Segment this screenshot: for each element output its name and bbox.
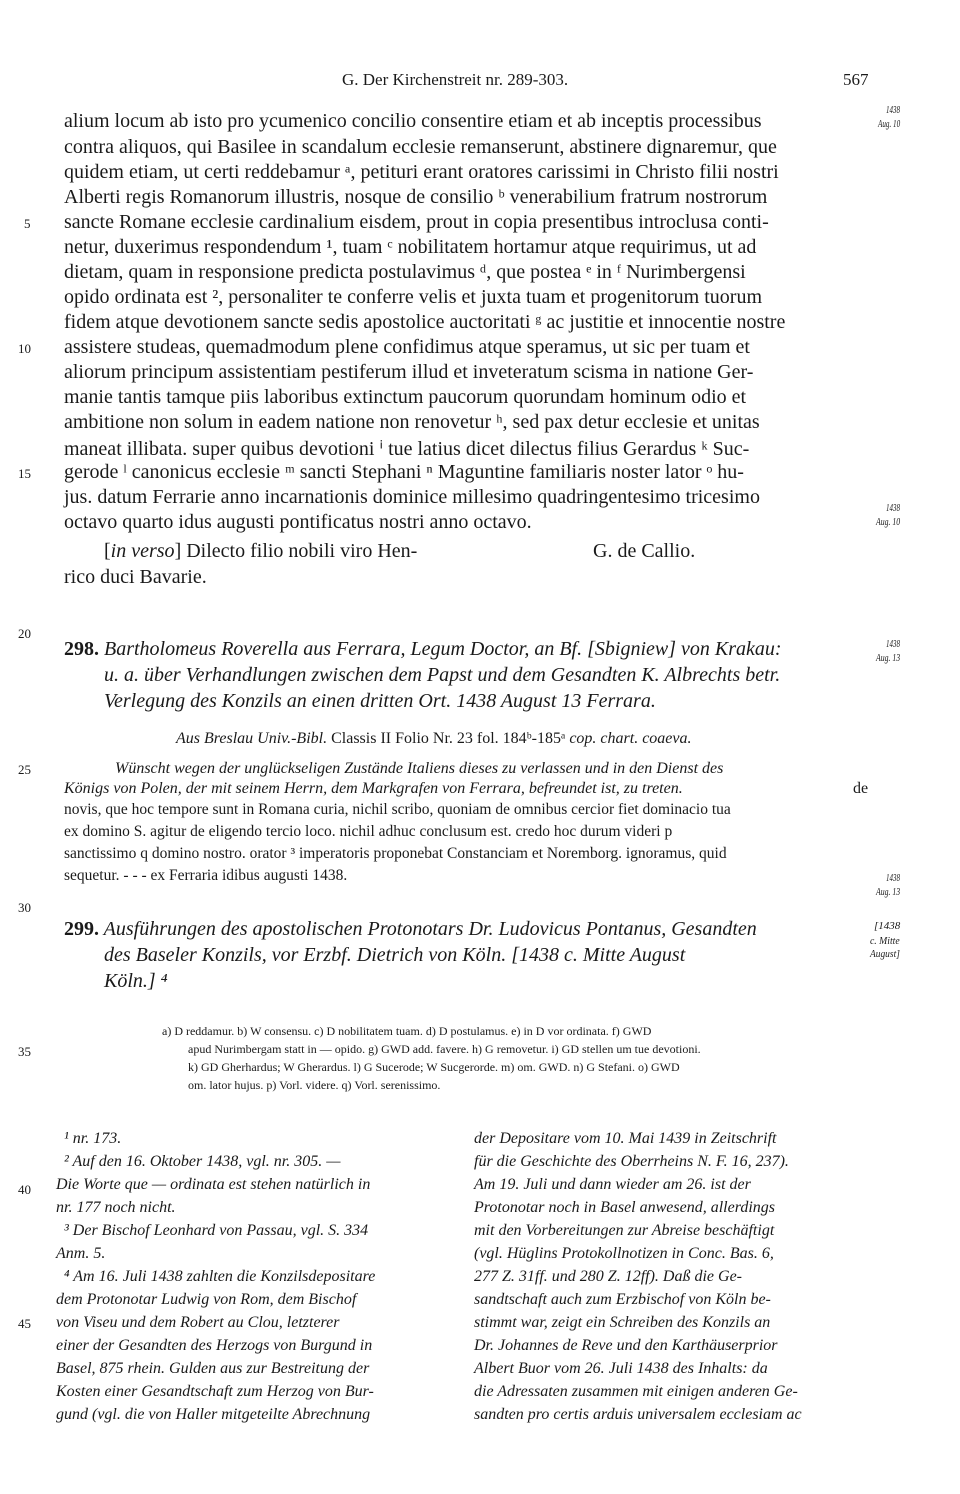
footnote-line: von Viseu und dem Robert au Clou, letzterer	[56, 1314, 340, 1331]
footnote-line: stimmt war, zeigt ein Schreiben des Konzils an	[474, 1314, 771, 1331]
address-line: rico duci Bavarie.	[64, 566, 207, 588]
line-number: 30	[18, 900, 31, 915]
footnote-line: dem Protonotar Ludwig von Rom, dem Bischof	[56, 1291, 357, 1308]
letter-line: sanctissimo q domino nostro. orator ³ imperatoris proponebat Constanciam et Noremborg. ignoramus, quid	[64, 845, 727, 862]
regest-line: Königs von Polen, der mit seinem Herrn, dem Markgrafen von Ferrara, befreundet ist, zu treten.	[64, 780, 683, 797]
text-line: gerode ˡ canonicus ecclesie ᵐ sancti Stephani ⁿ Maguntine familiaris noster lator ᵒ hu-	[64, 461, 744, 483]
source-italic: Aus Breslau Univ.-Bibl.	[176, 730, 328, 747]
text-line: quidem etiam, ut certi reddebamur ᵃ, petituri erant oratores carissimi in Christo filii nostri	[64, 161, 779, 183]
footnote-line: der Depositare vom 10. Mai 1439 in Zeitschrift	[474, 1130, 777, 1147]
text-line: dietam, quam in responsione predicta postulavimus ᵈ, que postea ᵉ in ᶠ Nurimbergensi	[64, 261, 746, 283]
margin-date: Aug. 10	[876, 516, 901, 528]
footnote-line: gund (vgl. die von Haller mitgeteilte Abrechnung	[56, 1406, 371, 1423]
margin-date: August]	[870, 948, 900, 960]
entry-heading-line: des Baseler Konzils, vor Erzbf. Dietrich von Köln. [1438 c. Mitte August	[104, 944, 686, 966]
line-number: 20	[18, 626, 31, 641]
text-line: sancte Romane ecclesie cardinalium eisdem, prout in copia presentibus introclusa conti-	[64, 211, 769, 233]
source-tail: cop. chart. coaeva.	[569, 730, 692, 747]
footnote-line: ² Auf den 16. Oktober 1438, vgl. nr. 305. —	[64, 1153, 341, 1170]
margin-year: 1438	[886, 872, 901, 884]
footnote-line: Protonotar noch in Basel anwesend, allerdings	[474, 1199, 776, 1216]
footnote-line: (vgl. Hüglins Protokollnotizen in Conc. Bas. 6,	[474, 1245, 774, 1262]
footnote-line: sandtschaft auch zum Erzbischof von Köln be-	[474, 1291, 771, 1308]
footnote-line: Basel, 875 rhein. Gulden aus zur Bestreitung der	[56, 1360, 370, 1377]
line-number: 15	[18, 466, 31, 481]
text-line: fidem atque devotionem sancte sedis apostolice auctoritati ᵍ ac justitie et innocentie nostre	[64, 311, 786, 333]
verso-label: in verso	[110, 540, 175, 562]
source-note	[176, 730, 692, 748]
address-line: [in verso] Dilecto filio nobili viro Hen-	[104, 540, 418, 562]
footnote-line: mit den Vorbereitungen zur Abreise beschäftigt	[474, 1222, 775, 1239]
letter-line: ex domino S. agitur de eligendo tercio loco. nichil adhuc conclusum est. credo hoc durum videri p	[64, 823, 673, 840]
footnote-line: Anm. 5.	[56, 1245, 106, 1262]
text-line: manie tantis tamque piis laboribus extinctum paucorum quorundam hominum odio et	[64, 386, 747, 408]
running-title: G. Der Kirchenstreit nr. 289-303.	[342, 70, 569, 89]
margin-date: Aug. 10	[878, 118, 901, 130]
margin-year: 1438	[886, 638, 901, 650]
footnote-line: 277 Z. 31ff. und 280 Z. 12ff). Daß die Ge-	[474, 1268, 742, 1285]
apparatus-line: om. lator hujus. p) Vorl. videre. q) Vorl. serenissimo.	[188, 1078, 441, 1092]
footnote-line: Kosten einer Gesandtschaft zum Herzog von Bur-	[56, 1383, 374, 1400]
line-number: 35	[18, 1044, 31, 1059]
entry-heading-line: u. a. über Verhandlungen zwischen dem Papst und dem Gesandten K. Albrechts betr.	[104, 664, 781, 686]
text-line: ambitione non solum in eadem natione non renovetur ʰ, sed pax detur ecclesie et unitas	[64, 411, 760, 433]
text-line: contra aliquos, qui Basilee in scandalum ecclesie remanserunt, abstinere dignaremur, que	[64, 136, 777, 158]
margin-year: 1438	[886, 502, 901, 514]
text-line: octavo quarto idus augusti pontificatus nostri anno octavo.	[64, 511, 532, 533]
entry-299-heading	[64, 918, 757, 941]
apparatus-line: k) GD Gherhardus; W Gherardus. l) G Sucerode; W Sucgerorde. m) om. GWD. n) G Stefani. o) GWD	[188, 1060, 680, 1074]
footnote-line: ⁴ Am 16. Juli 1438 zahlten die Konzilsdepositare	[64, 1268, 376, 1285]
footnote-line: einer der Gesandten des Herzogs von Burgund in	[56, 1337, 373, 1354]
text-line: aliorum principum assistentiam pestiferum illud et inveteratum scisma in natione Ger-	[64, 361, 754, 383]
signature: G. de Callio.	[593, 540, 696, 562]
regest-line: Wünscht wegen der unglückseligen Zustände Italiens dieses zu verlassen und in den Dienst des	[115, 760, 724, 777]
footnote-line: nr. 177 noch nicht.	[56, 1199, 176, 1216]
footnote-line: Die Worte que — ordinata est stehen natürlich in	[56, 1176, 371, 1193]
text-line: netur, duxerimus respondendum ¹, tuam ᶜ nobilitatem hortamur atque requirimus, ut ad	[64, 236, 757, 258]
letter-line: novis, que hoc tempore sunt in Romana curia, nichil scribo, quoniam de omnibus cercior fiet dominacio tua	[64, 801, 731, 818]
margin-date: c. Mitte	[870, 935, 900, 947]
address-text: Dilecto filio nobili viro Hen-	[186, 540, 418, 562]
entry-heading-line: Verlegung des Konzils an einen dritten Ort. 1438 August 13 Ferrara.	[104, 690, 656, 712]
entry-298-heading	[64, 638, 782, 661]
footnote-line: ³ Der Bischof Leonhard von Passau, vgl. S. 334	[64, 1222, 369, 1239]
text-line: Alberti regis Romanorum illustris, nosque de consilio ᵇ venerabilium fratrum nostrorum	[64, 186, 768, 208]
letter-line: sequetur. - - - ex Ferraria idibus augusti 1438.	[64, 867, 348, 884]
line-number: 45	[18, 1316, 31, 1331]
line-number: 25	[18, 762, 31, 777]
apparatus-line: apud Nurimbergam statt in — opido. g) GWD add. favere. h) G removetur. i) GD stellen um tue devotioni.	[188, 1042, 701, 1056]
entry-heading-line: Bartholomeus Roverella aus Ferrara, Legum Doctor, an Bf. [Sbigniew] von Krakau:	[104, 638, 782, 660]
text-line: jus. datum Ferrarie anno incarnationis dominice millesimo quadringentesimo tricesimo	[64, 486, 760, 508]
footnote-line: sandten pro certis arduis universalem ecclesiam ac	[474, 1406, 802, 1423]
entry-heading-line: Köln.] ⁴	[104, 970, 168, 992]
text-line: opido ordinata est ², personaliter te conferre velis et juxta tuam et progenitorum tuorum	[64, 286, 763, 308]
footnote-line: Am 19. Juli und dann wieder am 26. ist der	[474, 1176, 751, 1193]
footnote-line: Dr. Johannes de Reve und den Karthäuserprior	[474, 1337, 778, 1354]
text-line: alium locum ab isto pro ycumenico concilio consentire etiam et ab inceptis processibus	[64, 110, 762, 132]
margin-year: 1438	[886, 104, 901, 116]
footnote-line: für die Geschichte des Oberrheins N. F. 16, 237).	[474, 1153, 789, 1170]
text-line: assistere studeas, quemadmodum plene confidimus atque speramus, ut sic per tuam et	[64, 336, 750, 358]
footnote-line: ¹ nr. 173.	[64, 1130, 122, 1147]
margin-year: [1438	[874, 920, 901, 932]
entry-heading-line: Ausführungen des apostolischen Protonotars Dr. Ludovicus Pontanus, Gesandten	[103, 918, 757, 940]
regest-tail: de	[853, 780, 869, 797]
entry-number: 298.	[64, 638, 99, 660]
page-number: 567	[843, 70, 869, 89]
entry-number: 299.	[64, 918, 99, 940]
source-rest: Classis II Folio Nr. 23 fol. 184ᵇ-185ᵃ	[331, 730, 566, 747]
margin-date: Aug. 13	[876, 886, 901, 898]
line-number: 10	[18, 341, 31, 356]
footnote-line: die Adressaten zusammen mit einigen anderen Ge-	[474, 1383, 798, 1400]
line-number: 40	[18, 1182, 31, 1197]
line-number: 5	[24, 216, 31, 231]
apparatus-line: a) D reddamur. b) W consensu. c) D nobilitatem tuam. d) D postulamus. e) in D vor ordinata. f) GWD	[162, 1024, 652, 1038]
text-line: maneat illibata. super quibus devotioni ⁱ tue latius dicet dilectus filius Gerardus ᵏ Suc-	[64, 438, 750, 460]
footnote-line: Albert Buor vom 26. Juli 1438 des Inhalts: da	[474, 1360, 768, 1377]
margin-date: Aug. 13	[876, 652, 901, 664]
